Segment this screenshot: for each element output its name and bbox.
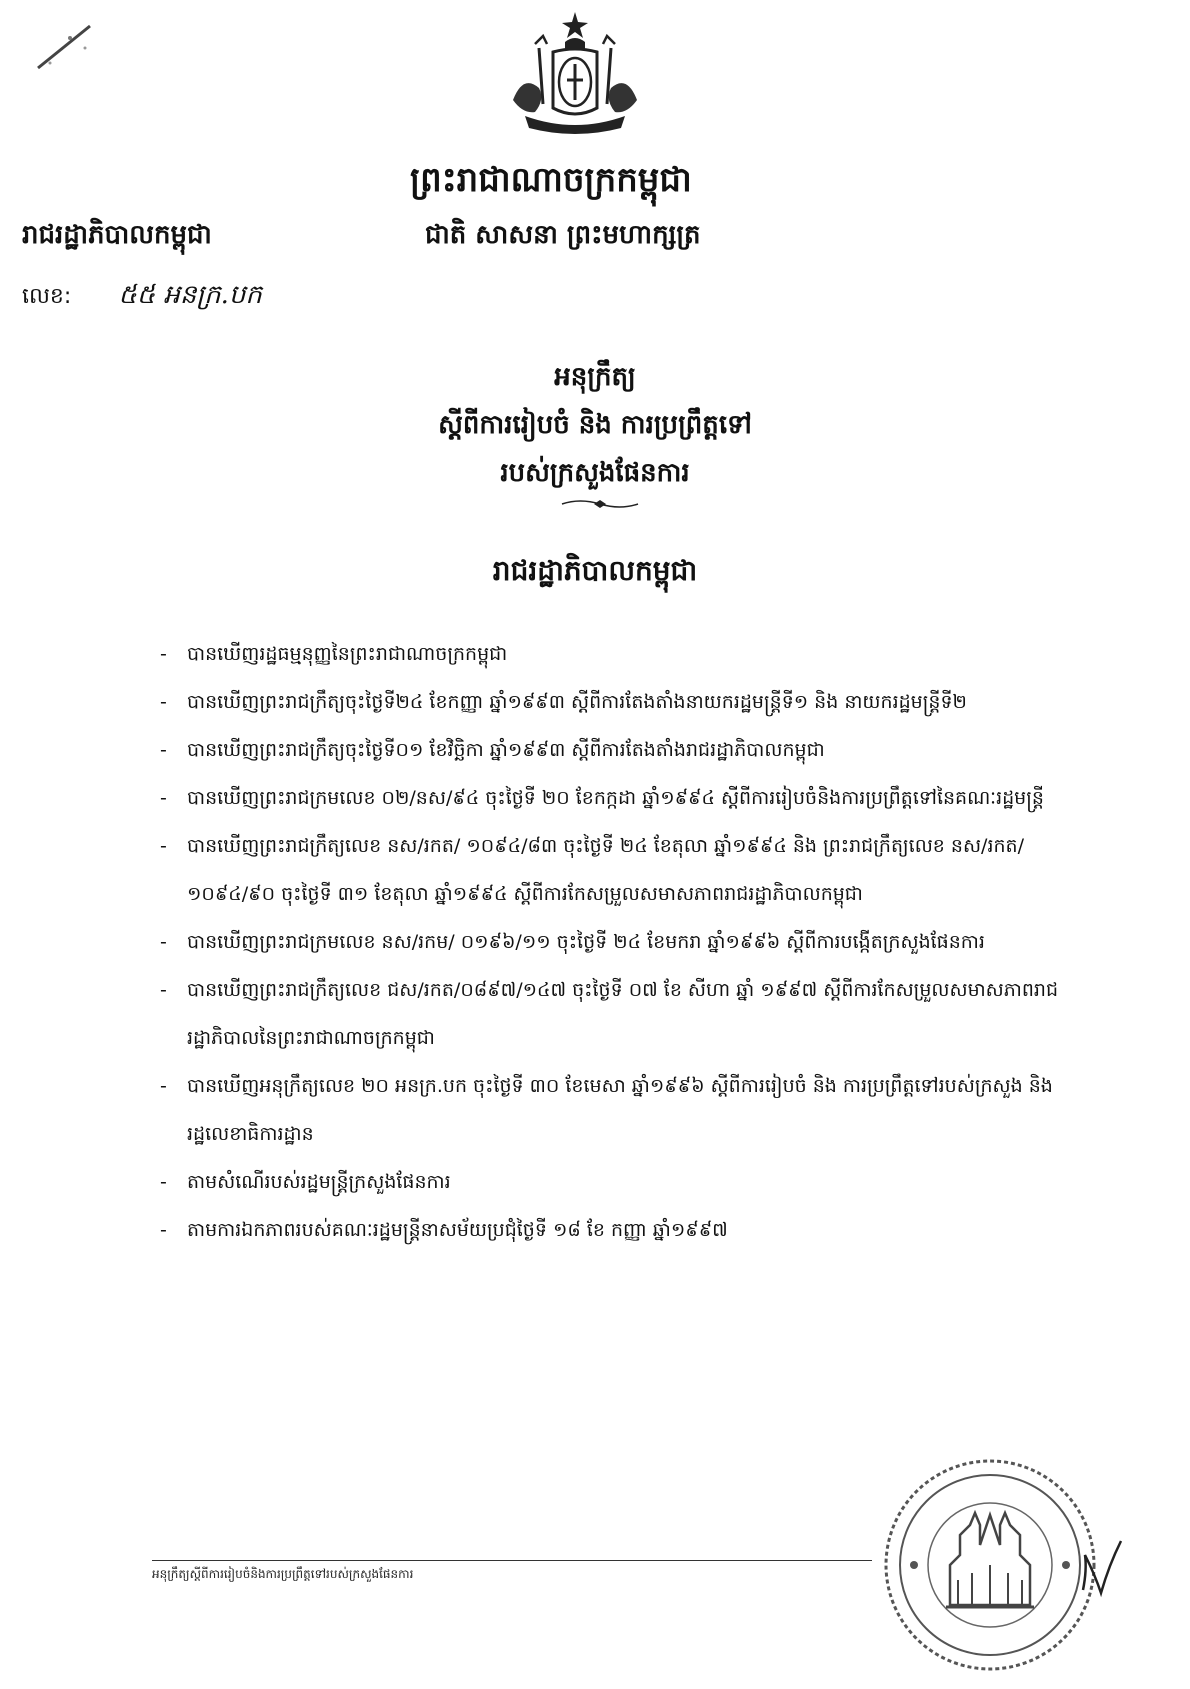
national-motto: ជាតិ សាសនា ព្រះមហាក្សត្រ (425, 220, 701, 250)
document-number-value: ៥៥ អនក្រ.បក (118, 280, 262, 310)
clause-item: - បានឃើញព្រះរាជក្រមលេខ នស/រកម/ ០១៩៦/១១ ចុះថ្ងៃទី ២៤ ខែមករា ឆ្នាំ១៩៩៦ ស្តីពីការបង្កើតក្រសួងផែនការ (160, 918, 1060, 966)
clause-item: - បានឃើញព្រះរាជក្រឹត្យលេខ ជស/រកត/០៨៩៧/១៤៧ ចុះថ្ងៃទី ០៧ ខែ សីហា ឆ្នាំ ១៩៩៧ ស្តីពីការកែសម្រួលសមាសភាពរាជរដ្ឋាភិបាលនៃព្រះរាជាណាចក្រកម្ពុជា (160, 966, 1060, 1062)
preamble-clauses (160, 630, 1060, 1254)
clause-item: - តាមការឯកភាពរបស់គណៈរដ្ឋមន្ត្រីនាសម័យប្រជុំថ្ងៃទី ១៨ ខែ កញ្ញា ឆ្នាំ១៩៩៧ (160, 1206, 1060, 1254)
scan-mark-icon (30, 18, 100, 78)
clause-item: - បានឃើញព្រះរាជក្រឹត្យចុះថ្ងៃទី០១ ខែវិច្ឆិកា ឆ្នាំ១៩៩៣ ស្តីពីការតែងតាំងរាជរដ្ឋាភិបាលកម្ពុជា (160, 726, 1060, 774)
official-seal-icon (880, 1455, 1100, 1675)
document-number-label: លេខ: (22, 284, 72, 309)
decree-subject-title: ស្តីពីការរៀបចំ និង ការប្រព្រឹត្តទៅ (438, 410, 752, 440)
issuing-government: រាជរដ្ឋាភិបាលកម្ពុជា (22, 220, 212, 250)
ornamental-divider (560, 498, 640, 510)
clause-item: - បានឃើញរដ្ឋធម្មនុញ្ញនៃព្រះរាជាណាចក្រកម្ពុជា (160, 630, 1060, 678)
decree-ministry-title: របស់ក្រសួងផែនការ (500, 458, 690, 488)
clause-item: - បានឃើញព្រះរាជក្រមលេខ ០២/នស/៩៤ ចុះថ្ងៃទី ២០ ខែកក្កដា ឆ្នាំ១៩៩៤ ស្តីពីការរៀបចំនិងការប្រព្រឹត្តទៅនៃគណៈរដ្ឋមន្ត្រី (160, 774, 1060, 822)
clause-item: - បានឃើញព្រះរាជក្រឹត្យចុះថ្ងៃទី២៤ ខែកញ្ញា ឆ្នាំ១៩៩៣ ស្តីពីការតែងតាំងនាយករដ្ឋមន្ត្រីទី១ និង នាយករដ្ឋមន្ត្រីទី២ (160, 678, 1060, 726)
handwritten-initial-icon (1075, 1535, 1125, 1605)
authority-heading: រាជរដ្ឋាភិបាលកម្ពុជា (492, 554, 698, 587)
clause-item: - បានឃើញព្រះរាជក្រឹត្យលេខ នស/រកត/ ១០៩៤/៨៣ ចុះថ្ងៃទី ២៤ ខែតុលា ឆ្នាំ១៩៩៤ និង ព្រះរាជក្រឹត្យលេខ នស/រកត/ ១០៩៤/៩០ ចុះថ្ងៃទី ៣១ ខែតុលា ឆ្នាំ១៩៩៤ ស្តីពីការកែសម្រួលសមាសភាពរាជរដ្ឋាភិបាលកម្ពុជា (160, 822, 1060, 918)
footer-rule (152, 1560, 872, 1561)
kingdom-heading: ព្រះរាជាណាចក្រកម្ពុជា (410, 160, 692, 200)
decree-type-title: អនុក្រឹត្យ (554, 362, 636, 392)
footer-caption: អនុក្រឹត្យស្តីពីការរៀបចំនិងការប្រព្រឹត្តទៅរបស់ក្រសួងផែនការ (152, 1567, 414, 1581)
royal-coat-of-arms-icon (505, 8, 645, 138)
document-number (22, 278, 262, 316)
clause-item: - តាមសំណើរបស់រដ្ឋមន្ត្រីក្រសួងផែនការ (160, 1158, 1060, 1206)
clause-item: - បានឃើញអនុក្រឹត្យលេខ ២០ អនក្រ.បក ចុះថ្ងៃទី ៣០ ខែមេសា ឆ្នាំ១៩៩៦ ស្តីពីការរៀបចំ និង ការប្រព្រឹត្តទៅរបស់ក្រសួង និង រដ្ឋលេខាធិការដ្ឋាន (160, 1062, 1060, 1158)
